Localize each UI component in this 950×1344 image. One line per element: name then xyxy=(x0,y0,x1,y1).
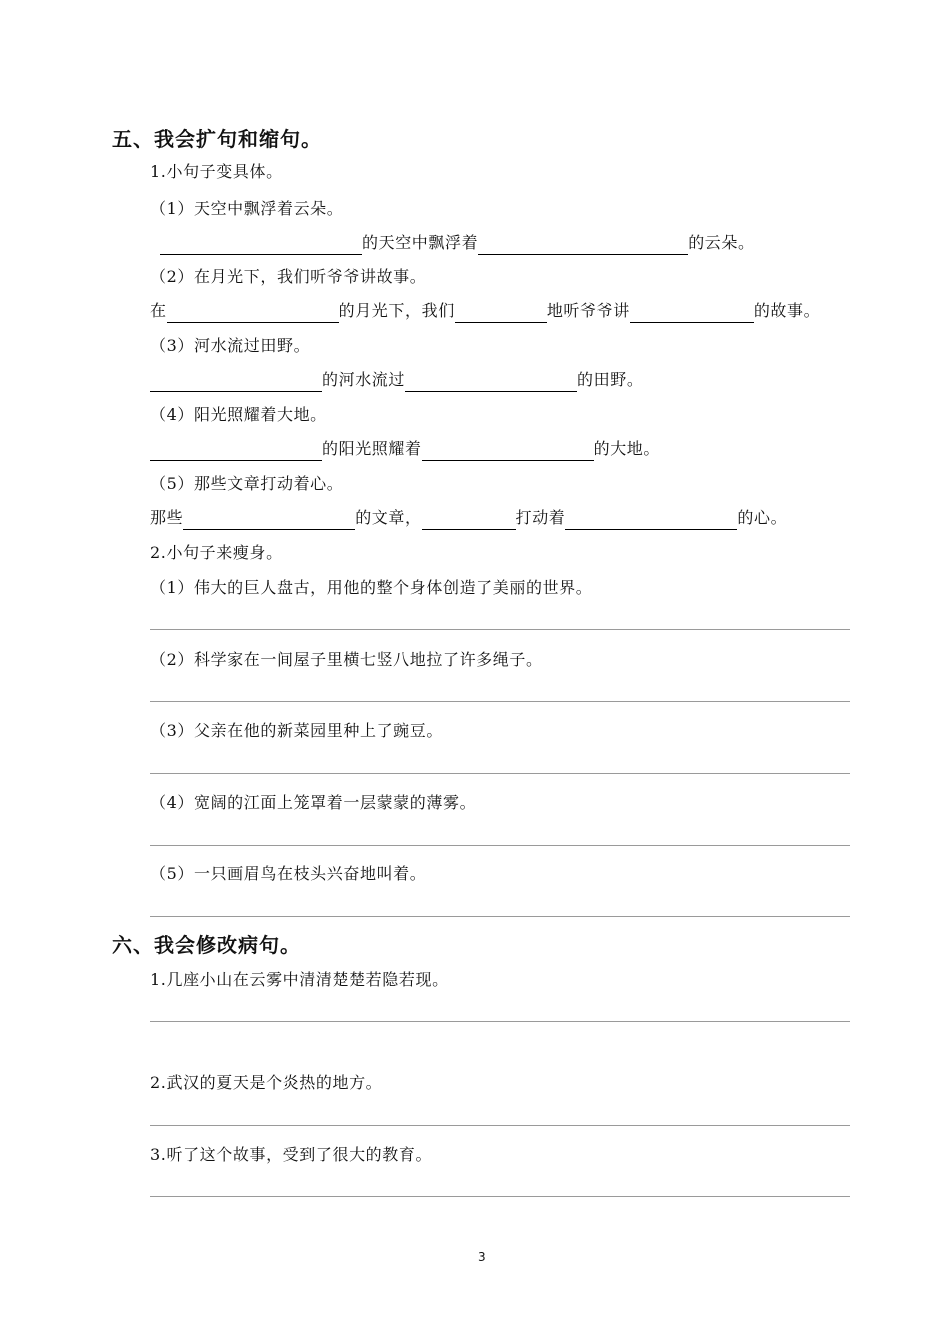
expand-answer-3 xyxy=(150,368,643,392)
expand-question-1: （1）天空中飘浮着云朵。 xyxy=(150,199,344,218)
answer-text: 打动着 xyxy=(515,508,566,527)
answer-text: 地听爷爷讲 xyxy=(546,301,630,320)
shrink-question-3: （3）父亲在他的新菜园里种上了豌豆。 xyxy=(150,721,443,740)
answer-text: 的文章， xyxy=(355,508,422,527)
answer-text: 在 xyxy=(150,301,167,320)
answer-text: 的心。 xyxy=(737,508,788,527)
shrink-question-5: （5）一只画眉鸟在枝头兴奋地叫着。 xyxy=(150,864,427,883)
fill-blank[interactable] xyxy=(150,442,322,461)
shrink-question-1: （1）伟大的巨人盘古，用他的整个身体创造了美丽的世界。 xyxy=(150,578,593,597)
correct-question-3: 3.听了这个故事，受到了很大的教育。 xyxy=(150,1145,433,1164)
expand-answer-2 xyxy=(150,299,820,323)
section5-title: 五、我会扩句和缩句。 xyxy=(112,127,322,151)
answer-line[interactable] xyxy=(150,1196,850,1197)
expand-answer-4 xyxy=(150,437,660,461)
answer-text: 的故事。 xyxy=(753,301,821,320)
answer-text: 的田野。 xyxy=(577,370,644,389)
answer-line[interactable] xyxy=(150,629,850,630)
fill-blank[interactable] xyxy=(422,511,516,530)
correct-question-2: 2.武汉的夏天是个炎热的地方。 xyxy=(150,1073,383,1092)
answer-text: 的月光下，我们 xyxy=(338,301,455,320)
answer-text: 的河水流过 xyxy=(322,370,406,389)
fill-blank[interactable] xyxy=(630,304,754,323)
expand-answer-1 xyxy=(160,231,755,255)
fill-blank[interactable] xyxy=(478,236,688,255)
answer-line[interactable] xyxy=(150,773,850,774)
expand-answer-5 xyxy=(150,506,787,530)
expand-question-5: （5）那些文章打动着心。 xyxy=(150,474,344,493)
answer-text: 的天空中飘浮着 xyxy=(362,233,479,252)
answer-text: 的大地。 xyxy=(593,439,661,458)
answer-line[interactable] xyxy=(150,916,850,917)
fill-blank[interactable] xyxy=(150,373,322,392)
fill-blank[interactable] xyxy=(455,304,547,323)
answer-line[interactable] xyxy=(150,845,850,846)
part1-title: 1.小句子变具体。 xyxy=(150,162,283,181)
fill-blank[interactable] xyxy=(183,511,355,530)
shrink-question-4: （4）宽阔的江面上笼罩着一层蒙蒙的薄雾。 xyxy=(150,793,477,812)
part2-title: 2.小句子来瘦身。 xyxy=(150,543,283,562)
page-number: 3 xyxy=(478,1250,486,1264)
section6-title: 六、我会修改病句。 xyxy=(112,933,301,957)
expand-question-4: （4）阳光照耀着大地。 xyxy=(150,405,327,424)
fill-blank[interactable] xyxy=(565,511,737,530)
fill-blank[interactable] xyxy=(422,442,594,461)
fill-blank[interactable] xyxy=(160,236,362,255)
answer-line[interactable] xyxy=(150,701,850,702)
expand-question-2: （2）在月光下，我们听爷爷讲故事。 xyxy=(150,267,427,286)
expand-question-3: （3）河水流过田野。 xyxy=(150,336,311,355)
answer-line[interactable] xyxy=(150,1125,850,1126)
correct-question-1: 1.几座小山在云雾中清清楚楚若隐若现。 xyxy=(150,970,449,989)
answer-text: 的阳光照耀着 xyxy=(322,439,422,458)
answer-line[interactable] xyxy=(150,1021,850,1022)
shrink-question-2: （2）科学家在一间屋子里横七竖八地拉了许多绳子。 xyxy=(150,650,543,669)
fill-blank[interactable] xyxy=(405,373,577,392)
answer-text: 的云朵。 xyxy=(688,233,755,252)
answer-text: 那些 xyxy=(150,508,184,527)
fill-blank[interactable] xyxy=(167,304,339,323)
